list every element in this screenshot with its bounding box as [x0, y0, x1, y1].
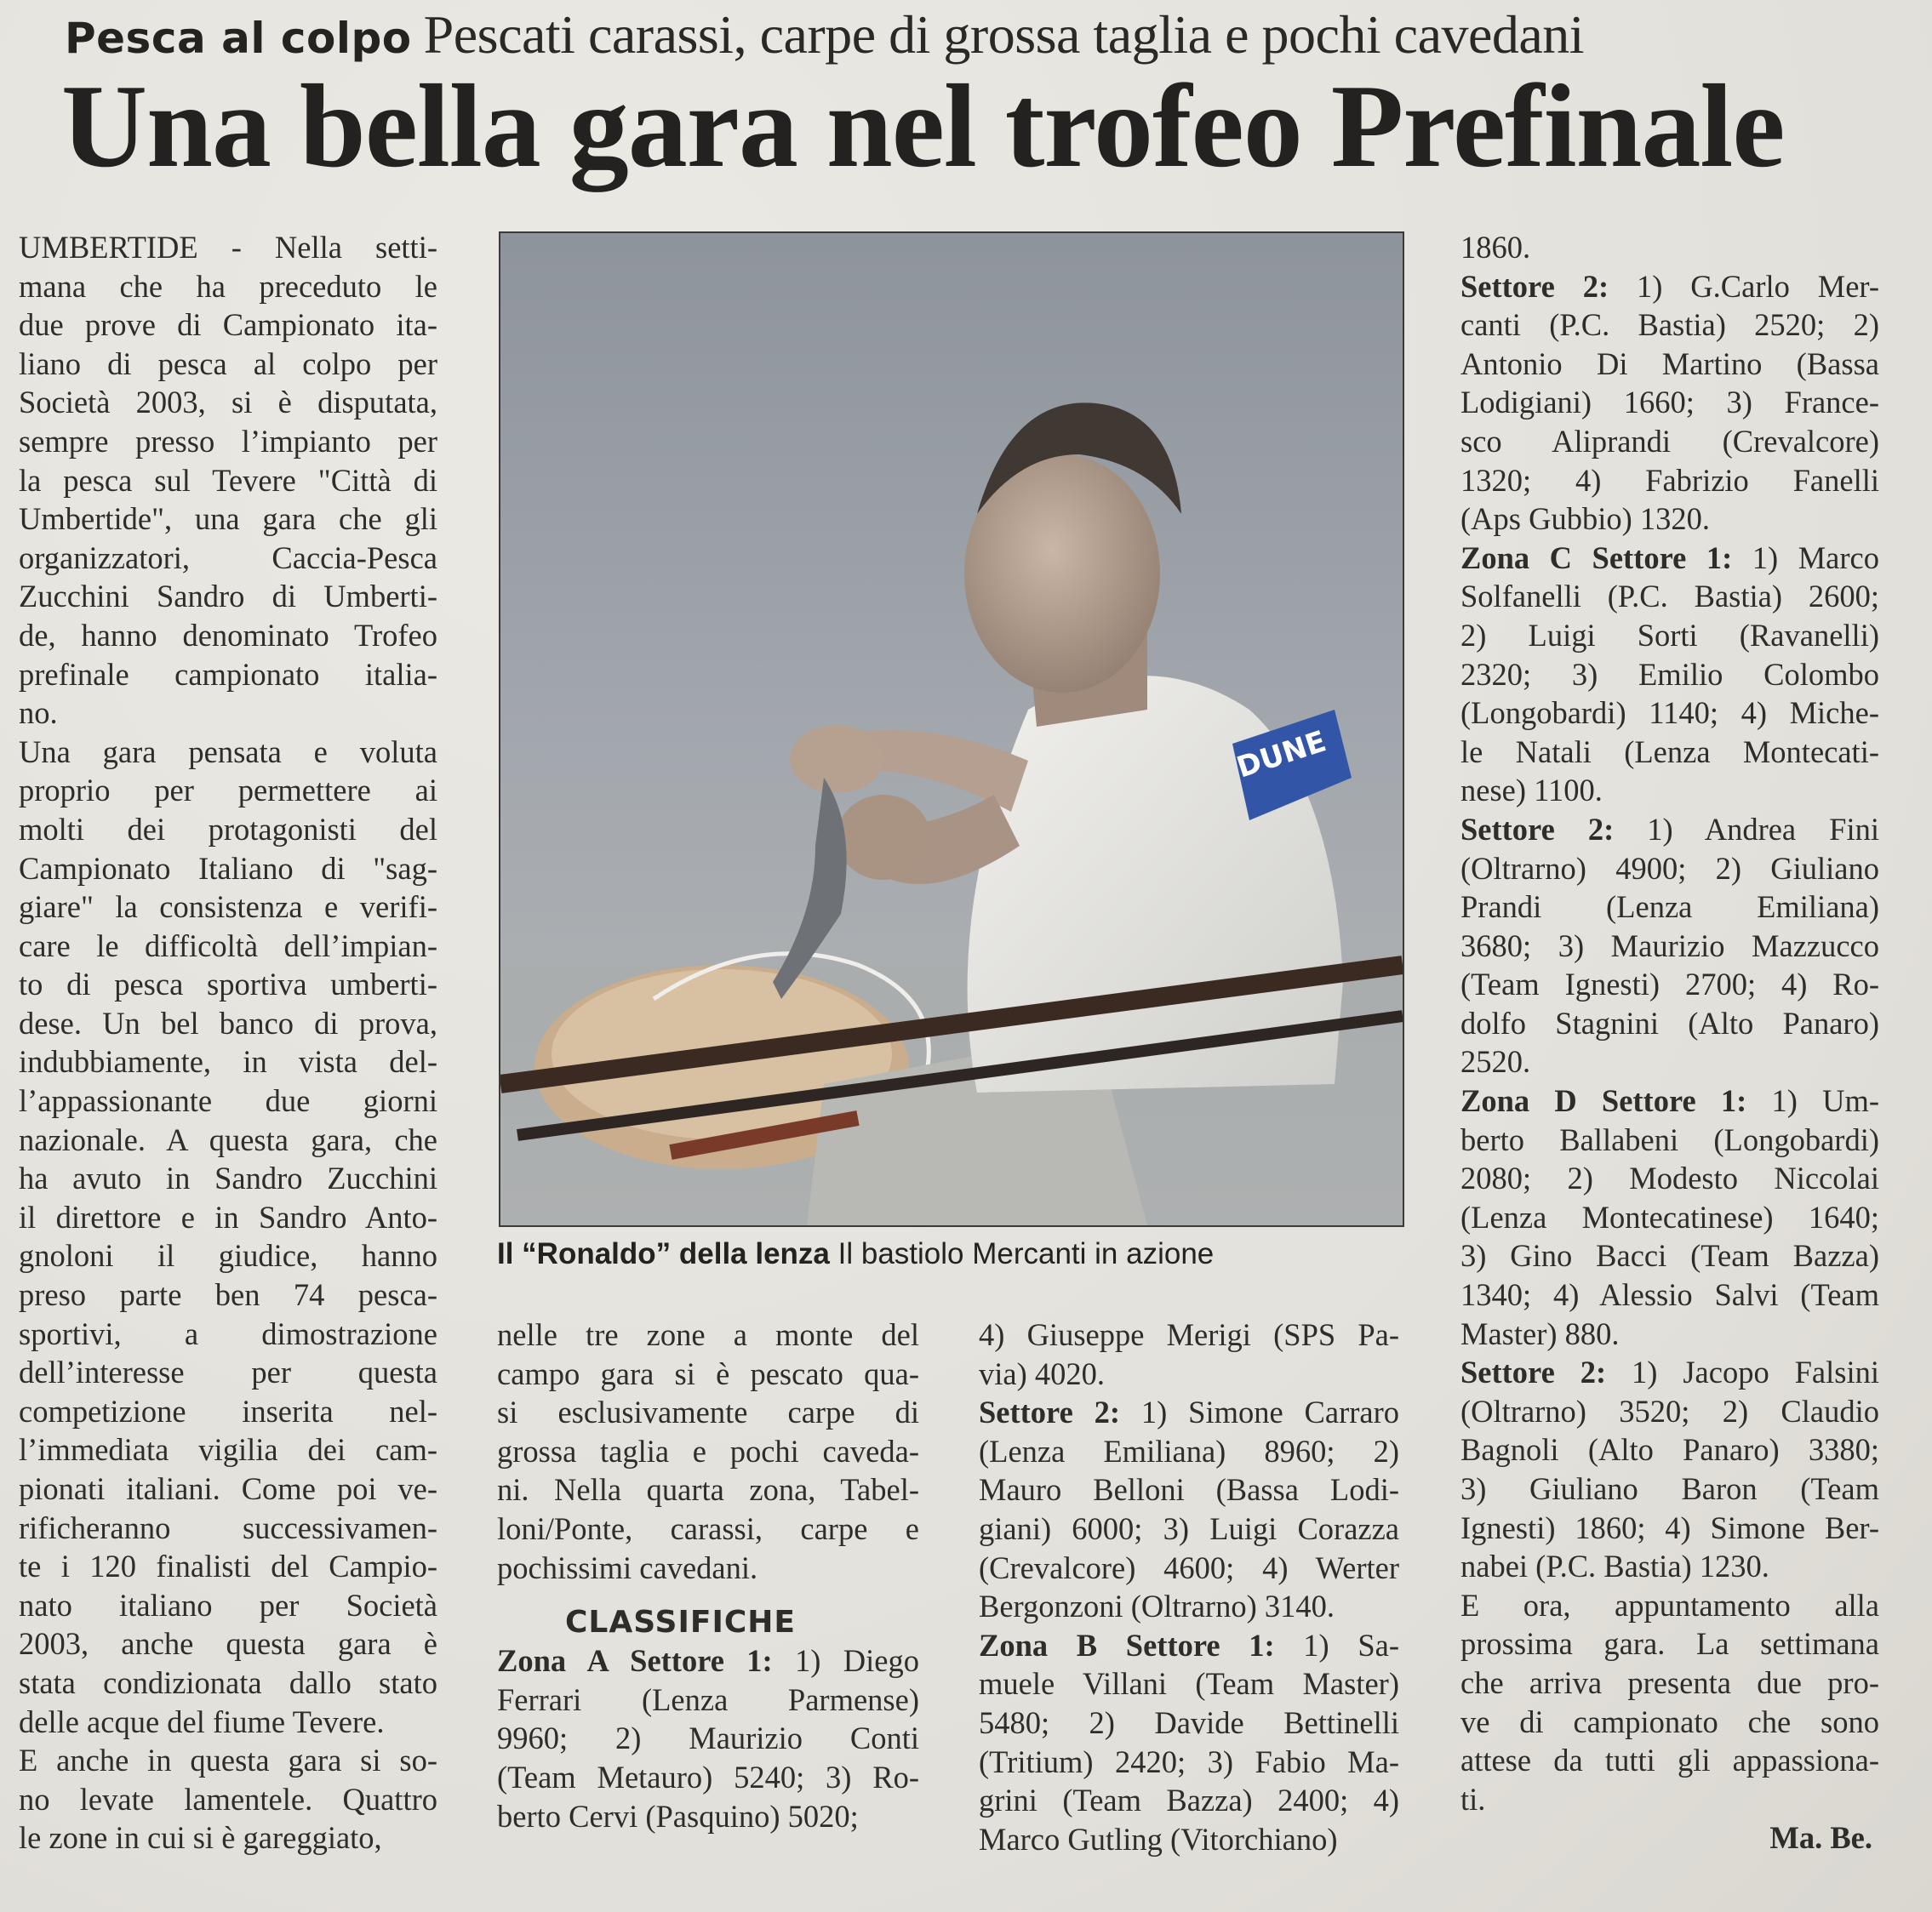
results-text: (Crevalcore) 4600; 4) Werter	[979, 1550, 1399, 1585]
classifiche-heading: CLASSIFICHE	[565, 1605, 796, 1641]
text-line	[497, 1797, 919, 1836]
text-line	[1460, 1236, 1879, 1276]
text-line	[1460, 655, 1879, 694]
text-line: nazionale. A questa gara, che	[19, 1122, 437, 1157]
text-line: mana che ha preceduto le	[19, 268, 437, 304]
results-text: (Tritium) 2420; 3) Fabio Ma-	[979, 1744, 1399, 1779]
article-column-1	[19, 228, 437, 1858]
text-line	[979, 1704, 1399, 1743]
text-line	[979, 1820, 1399, 1859]
results-text: 1) Jacopo Falsini	[1606, 1355, 1879, 1390]
text-line	[1460, 228, 1879, 267]
text-line: liano di pesca al colpo per	[19, 345, 437, 381]
text-line	[979, 1743, 1399, 1782]
results-text: 1340; 4) Alessio Salvi (Team	[1460, 1277, 1879, 1313]
results-text: 1) Um-	[1746, 1083, 1879, 1119]
text-line	[1460, 771, 1879, 810]
caption-text: Il bastiolo Mercanti in azione	[837, 1237, 1215, 1270]
text-line: giare" la consistenza e verifi-	[19, 889, 437, 925]
text-line	[1460, 1703, 1879, 1742]
text-line	[1460, 1780, 1879, 1819]
text-line: l’appassionante due giorni	[19, 1083, 437, 1119]
text-line: te i 120 finalisti del Campio-	[19, 1549, 437, 1584]
results-text: E ora, appuntamento alla	[1460, 1587, 1879, 1623]
results-text: nabei (P.C. Bastia) 1230.	[1460, 1549, 1769, 1584]
results-text: 1) Marco	[1732, 539, 1879, 575]
results-label: Settore 2:	[979, 1395, 1121, 1430]
text-line: rificheranno successivamen-	[19, 1510, 437, 1545]
results-text: Bergonzoni (Oltrarno) 3140.	[979, 1589, 1335, 1624]
results-text: (Lenza Emiliana) 8960; 2)	[979, 1433, 1399, 1469]
text-line	[1460, 1430, 1879, 1470]
results-text: 3) Giuliano Baron (Team	[1460, 1471, 1879, 1506]
text-line	[979, 1355, 1399, 1394]
text-line	[497, 1681, 919, 1720]
results-text: Ferrari (Lenza Parmense)	[497, 1681, 919, 1717]
article-photo	[499, 231, 1404, 1227]
text-line	[1460, 1159, 1879, 1198]
results-text: (Team Ignesti) 2700; 4) Ro-	[1460, 967, 1879, 1002]
results-text: nese) 1100.	[1460, 773, 1603, 808]
results-label: Zona D Settore 1:	[1460, 1083, 1747, 1119]
text-line: no.	[19, 695, 58, 731]
results-text: grini (Team Bazza) 2400; 4)	[979, 1783, 1399, 1818]
text-line: pionati italiani. Come poi ve-	[19, 1471, 437, 1506]
text-line	[1460, 461, 1879, 500]
results-text: via) 4020.	[979, 1356, 1105, 1391]
article-kicker	[65, 3, 1886, 65]
text-line: preso parte ben 74 pesca-	[19, 1277, 437, 1313]
section-label: Pesca al colpo	[65, 14, 412, 63]
text-line	[979, 1626, 1399, 1665]
results-text: (Lenza Montecatinese) 1640;	[1460, 1199, 1879, 1235]
text-line	[1460, 1624, 1879, 1664]
text-line	[497, 1641, 919, 1681]
text-line	[1460, 1353, 1879, 1392]
results-text: Mauro Belloni (Bassa Lodi-	[979, 1472, 1399, 1508]
article-subtitle: Pescati carassi, carpe di grossa taglia e pochi cavedani	[423, 4, 1585, 65]
text-line: organizzatori, Caccia-Pesca	[19, 539, 437, 575]
text-line: proprio per permettere ai	[19, 773, 437, 808]
text-line	[1460, 1392, 1879, 1431]
text-line	[1460, 1509, 1879, 1548]
text-line: 2003, anche questa gara è	[19, 1626, 437, 1662]
text-line: grossa taglia e pochi caveda-	[497, 1433, 919, 1469]
text-line: prefinale campionato italia-	[19, 656, 437, 692]
results-text: sco Aliprandi (Crevalcore)	[1460, 423, 1879, 459]
text-line: molti dei protagonisti del	[19, 811, 437, 847]
results-text: Antonio Di Martino (Bassa	[1460, 345, 1879, 381]
text-line	[1460, 383, 1879, 422]
text-line	[979, 1549, 1399, 1588]
text-line: Umbertide", una gara che gli	[19, 501, 437, 537]
text-line	[1460, 965, 1879, 1004]
text-line: stata condizionata dallo stato	[19, 1664, 437, 1700]
text-line: competizione inserita nel-	[19, 1393, 437, 1429]
text-line: Zucchini Sandro di Umberti-	[19, 579, 437, 614]
results-text: prossima gara. La settimana	[1460, 1626, 1879, 1662]
text-line: campo gara si è pescato qua-	[497, 1356, 919, 1391]
results-text: ti.	[1460, 1781, 1486, 1817]
results-text: giani) 6000; 3) Luigi Corazza	[979, 1510, 1399, 1546]
text-line	[979, 1510, 1399, 1549]
text-line	[979, 1393, 1399, 1432]
results-text: 1860.	[1460, 230, 1531, 265]
results-text: 2080; 2) Modesto Niccolai	[1460, 1161, 1879, 1196]
text-line: dell’interesse per questa	[19, 1355, 437, 1390]
results-text: Ignesti) 1860; 4) Simone Ber-	[1460, 1510, 1879, 1545]
text-line	[1460, 1121, 1879, 1160]
photo-caption	[497, 1237, 1416, 1280]
results-text: Prandi (Lenza Emiliana)	[1460, 889, 1879, 925]
text-line	[1460, 733, 1879, 772]
text-line	[979, 1316, 1399, 1355]
text-line	[1460, 1276, 1879, 1315]
results-text: Bagnoli (Alto Panaro) 3380;	[1460, 1432, 1879, 1468]
text-line	[1460, 616, 1879, 655]
text-line	[1460, 1664, 1879, 1703]
text-line: de, hanno denominato Trofeo	[19, 617, 437, 653]
text-line	[979, 1587, 1399, 1626]
text-line: la pesca sul Tevere "Città di	[19, 462, 437, 498]
text-line	[1460, 1315, 1879, 1354]
results-text: canti (P.C. Bastia) 2520; 2)	[1460, 307, 1879, 343]
text-line	[1460, 927, 1879, 966]
article-column-2	[497, 1316, 919, 1835]
text-line	[1460, 1741, 1879, 1780]
caption-title: Il “Ronaldo” della lenza	[497, 1237, 830, 1270]
shirt-logo-text: DUNE	[1232, 724, 1331, 785]
text-line	[1460, 345, 1879, 384]
results-text: Lodigiani) 1660; 3) France-	[1460, 385, 1879, 420]
results-text: le Natali (Lenza Montecati-	[1460, 733, 1879, 769]
text-line: ha avuto in Sandro Zucchini	[19, 1161, 437, 1196]
text-line	[1460, 539, 1879, 578]
text-line: Società 2003, si è disputata,	[19, 385, 437, 420]
column-2-results	[497, 1641, 919, 1835]
results-text: 3) Gino Bacci (Team Bazza)	[1460, 1238, 1879, 1274]
text-line: Una gara pensata e voluta	[19, 733, 437, 769]
text-line	[1460, 1082, 1879, 1121]
text-line	[497, 1758, 919, 1797]
article-column-4	[1460, 228, 1879, 1858]
results-text: 1) G.Carlo Mer-	[1609, 268, 1879, 304]
text-line: l’immediata vigilia dei cam-	[19, 1432, 437, 1468]
results-label: Settore 2:	[1460, 811, 1615, 847]
text-line	[979, 1470, 1399, 1510]
results-text: 4) Giuseppe Merigi (SPS Pa-	[979, 1317, 1399, 1352]
text-line	[1460, 1198, 1879, 1237]
text-line: E anche in questa gara si so-	[19, 1743, 437, 1778]
results-text: 1) Sa-	[1274, 1627, 1399, 1663]
column-4-text	[1460, 228, 1879, 1818]
results-text: Marco Gutling (Vitorchiano)	[979, 1821, 1338, 1857]
results-text: berto Ballabeni (Longobardi)	[1460, 1122, 1879, 1157]
results-text: ve di campionato che sono	[1460, 1704, 1879, 1739]
results-label: Zona B Settore 1:	[979, 1627, 1275, 1663]
text-line	[979, 1432, 1399, 1471]
results-text: (Oltrarno) 4900; 2) Giuliano	[1460, 850, 1879, 886]
results-text: (Aps Gubbio) 1320.	[1460, 501, 1710, 537]
results-label: Settore 2:	[1460, 1355, 1607, 1390]
text-line: loni/Ponte, carassi, carpe e	[497, 1510, 919, 1546]
text-line	[1460, 305, 1879, 345]
text-line	[1460, 577, 1879, 616]
text-line: due prove di Campionato ita-	[19, 307, 437, 343]
text-line	[1460, 1042, 1879, 1082]
text-line	[1460, 1470, 1879, 1509]
text-line	[1460, 693, 1879, 733]
text-line: si esclusivamente carpe di	[497, 1395, 919, 1430]
text-line	[1460, 849, 1879, 888]
text-line	[1460, 888, 1879, 927]
article-column-3	[979, 1316, 1399, 1858]
text-line: sempre presso l’impianto per	[19, 423, 437, 459]
text-line	[1460, 422, 1879, 461]
results-text: 1) Andrea Fini	[1614, 811, 1879, 847]
results-label: Zona C Settore 1:	[1460, 539, 1733, 575]
column-2-text	[497, 1316, 919, 1587]
results-text: attese da tutti gli appassiona-	[1460, 1743, 1879, 1778]
text-line: indubbiamente, in vista del-	[19, 1044, 437, 1080]
results-text: (Longobardi) 1140; 4) Miche-	[1460, 695, 1879, 731]
text-line	[979, 1781, 1399, 1820]
text-line	[1460, 1586, 1879, 1625]
text-line	[979, 1664, 1399, 1704]
text-line	[497, 1719, 919, 1758]
results-text: 9960; 2) Maurizio Conti	[497, 1721, 919, 1756]
text-line	[1460, 1547, 1879, 1586]
results-text: muele Villani (Team Master)	[979, 1666, 1399, 1702]
text-line: UMBERTIDE - Nella setti-	[19, 230, 437, 265]
results-label: Zona A Settore 1:	[497, 1643, 773, 1679]
results-text: 3680; 3) Maurizio Mazzucco	[1460, 927, 1879, 963]
text-line: nelle tre zone a monte del	[497, 1317, 919, 1352]
angler-photo-illustration	[500, 233, 1403, 1225]
text-line: ni. Nella quarta zona, Tabel-	[497, 1472, 919, 1508]
text-line: to di pesca sportiva umberti-	[19, 967, 437, 1002]
results-text: (Team Metauro) 5240; 3) Ro-	[497, 1759, 919, 1795]
text-line: gnoloni il giudice, hanno	[19, 1238, 437, 1274]
text-line	[1460, 499, 1879, 539]
text-line: il direttore e in Sandro Anto-	[19, 1199, 437, 1235]
text-line: delle acque del fiume Tevere.	[19, 1704, 385, 1739]
text-line: Campionato Italiano di "sag-	[19, 850, 437, 886]
text-line: nato italiano per Società	[19, 1587, 437, 1623]
text-line: care le difficoltà dell’impian-	[19, 927, 437, 963]
text-line: no levate lamentele. Quattro	[19, 1781, 437, 1817]
results-text: 1) Simone Carraro	[1120, 1395, 1399, 1430]
byline: Ma. Be.	[1769, 1820, 1872, 1856]
results-text: 1320; 4) Fabrizio Fanelli	[1460, 462, 1879, 498]
results-text: berto Cervi (Pasquino) 5020;	[497, 1798, 859, 1834]
results-text: (Oltrarno) 3520; 2) Claudio	[1460, 1393, 1879, 1429]
results-label: Settore 2:	[1460, 268, 1609, 304]
text-line: dese. Un bel banco di prova,	[19, 1005, 437, 1041]
results-text: 2320; 3) Emilio Colombo	[1460, 656, 1879, 692]
results-text: dolfo Stagnini (Alto Panaro)	[1460, 1005, 1879, 1041]
text-line	[1460, 1004, 1879, 1043]
results-text: 1) Diego	[772, 1643, 920, 1679]
text-line: le zone in cui si è gareggiato,	[19, 1820, 382, 1856]
results-text: 2520.	[1460, 1044, 1531, 1080]
text-line: pochissimi cavedani.	[497, 1550, 758, 1585]
results-text: Master) 880.	[1460, 1316, 1620, 1351]
results-text: 5480; 2) Davide Bettinelli	[979, 1704, 1399, 1740]
text-line	[1460, 267, 1879, 306]
article-headline: Una bella gara nel trofeo Prefinale	[61, 60, 1785, 192]
text-line: sportivi, a dimostrazione	[19, 1316, 437, 1351]
results-text: che arriva presenta due pro-	[1460, 1664, 1879, 1700]
results-text: 2) Luigi Sorti (Ravanelli)	[1460, 617, 1879, 653]
text-line	[1460, 810, 1879, 849]
results-text: Solfanelli (P.C. Bastia) 2600;	[1460, 579, 1879, 614]
